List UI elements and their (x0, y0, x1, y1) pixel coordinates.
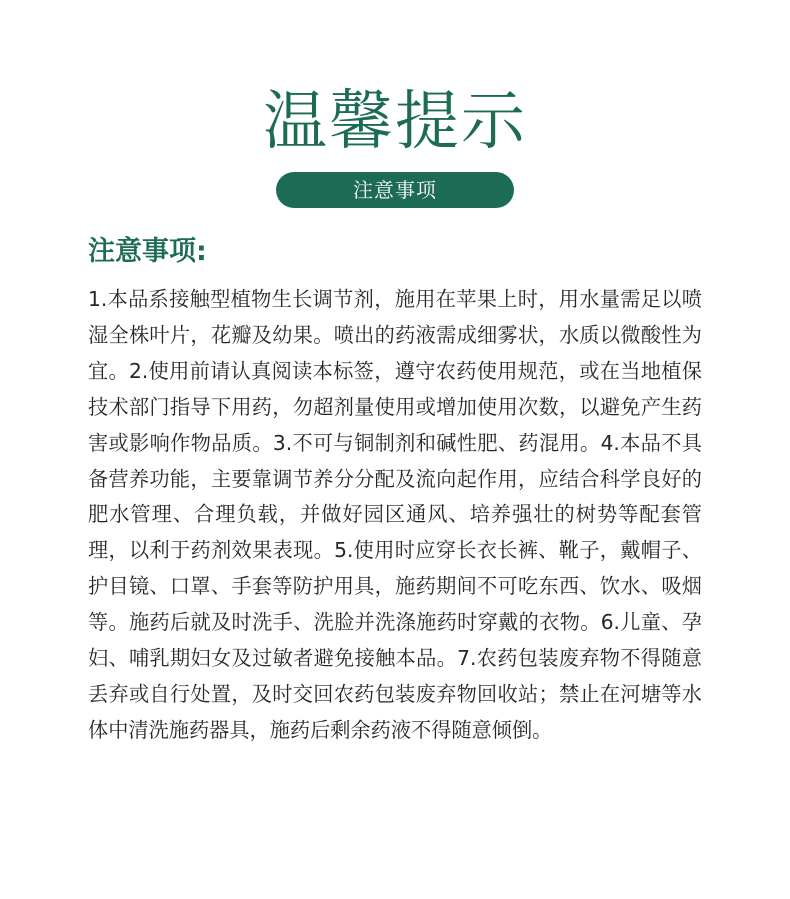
section-heading: 注意事项: (88, 236, 207, 267)
page-title: 温馨提示 (263, 85, 527, 159)
section-badge-label: 注意事项 (353, 178, 437, 202)
section-badge (276, 172, 514, 208)
precautions-text: 1.本品系接触型植物生长调节剂，施用在苹果上时，用水量需足以喷湿全株叶片，花瓣及幼果。喷出的药液需成细雾状，水质以微酸性为宜。2.使用前请认真阅读本标签，遵守农药使用规范，或在当地植保技术部门指导下用药，勿超剂量使用或增加使用次数，以避免产生药害或影响作物品质。3.不可与铜制剂和碱性肥、药混用。4.本品不具备营养功能，主要靠调节养分分配及流向起作用，应结合科学良好的肥水管理、合理负载，并做好园区通风、培养强壮的树势等配套管理，以利于药剂效果表现。5.使用时应穿长衣长裤、靴子，戴帽子、护目镜、口罩、手套等防护用具，施药期间不可吃东西、饮水、吸烟等。施药后就及时洗手、洗脸并洗涤施药时穿戴的衣物。6.儿童、孕妇、哺乳期妇女及过敏者避免接触本品。7.农药包装废弃物不得随意丢弃或自行处置，及时交回农药包装废弃物回收站；禁止在河塘等水体中清洗施药器具，施药后剩余药液不得随意倾倒。 (88, 287, 702, 742)
